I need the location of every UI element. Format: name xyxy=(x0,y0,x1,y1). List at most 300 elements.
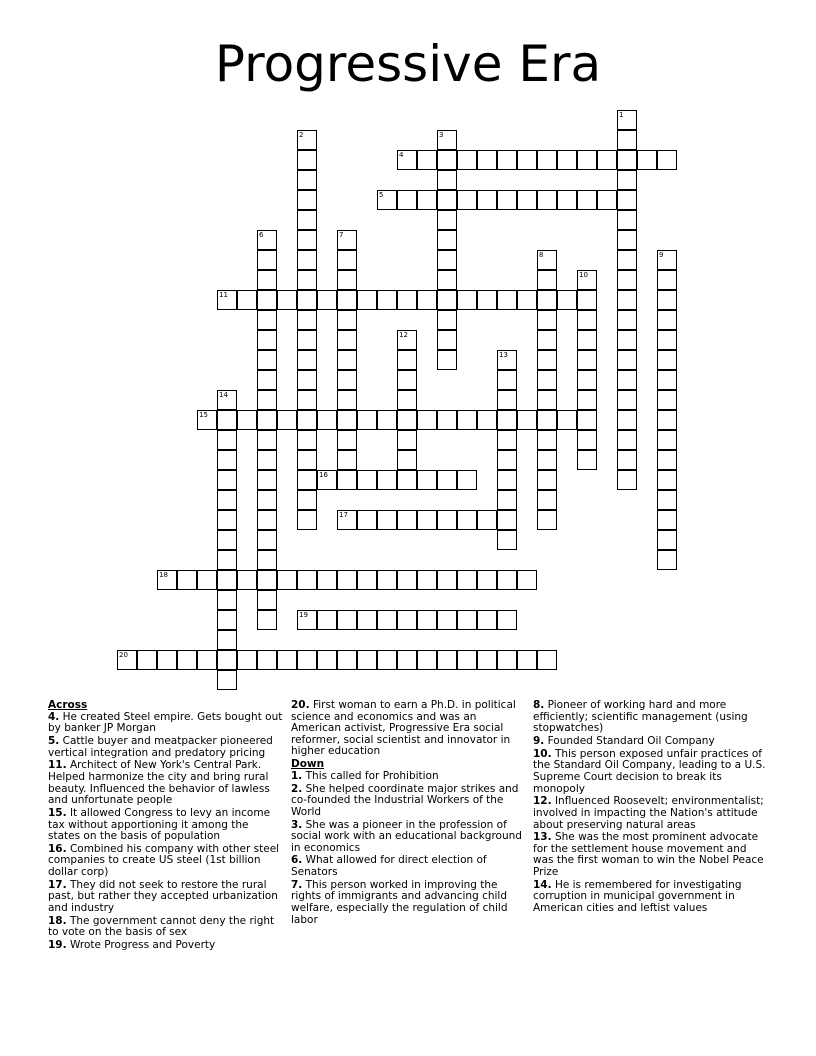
grid-cell[interactable] xyxy=(337,410,357,430)
grid-cell[interactable] xyxy=(157,650,177,670)
grid-cell[interactable] xyxy=(377,570,397,590)
clue-number-label: 8 xyxy=(539,251,544,259)
grid-cell[interactable] xyxy=(537,430,557,450)
down-heading: Down xyxy=(291,758,325,771)
grid-cell-13[interactable] xyxy=(497,350,517,370)
grid-cell[interactable] xyxy=(437,470,457,490)
grid-cell[interactable] xyxy=(337,370,357,390)
grid-cell[interactable] xyxy=(177,650,197,670)
grid-cell[interactable] xyxy=(457,470,477,490)
grid-cell[interactable] xyxy=(397,370,417,390)
grid-cell[interactable] xyxy=(657,470,677,490)
grid-cell[interactable] xyxy=(217,490,237,510)
clue-number: 13. xyxy=(533,831,552,844)
grid-cell[interactable] xyxy=(437,210,457,230)
grid-cell[interactable] xyxy=(437,170,457,190)
grid-cell[interactable] xyxy=(577,150,597,170)
grid-cell-12[interactable] xyxy=(397,330,417,350)
grid-cell[interactable] xyxy=(357,610,377,630)
grid-cell[interactable] xyxy=(577,450,597,470)
grid-cell[interactable] xyxy=(457,190,477,210)
grid-cell[interactable] xyxy=(617,310,637,330)
grid-cell[interactable] xyxy=(437,570,457,590)
grid-cell[interactable] xyxy=(637,150,657,170)
clue-number: 9. xyxy=(533,734,545,747)
grid-cell[interactable] xyxy=(617,370,637,390)
grid-cell[interactable] xyxy=(497,450,517,470)
grid-cell[interactable] xyxy=(237,650,257,670)
grid-cell[interactable] xyxy=(257,650,277,670)
grid-cell[interactable] xyxy=(617,130,637,150)
grid-cell[interactable] xyxy=(337,270,357,290)
grid-cell[interactable] xyxy=(377,410,397,430)
grid-cell[interactable] xyxy=(397,650,417,670)
grid-cell[interactable] xyxy=(437,150,457,170)
grid-cell[interactable] xyxy=(337,650,357,670)
grid-cell-14[interactable] xyxy=(217,390,237,410)
grid-cell[interactable] xyxy=(217,530,237,550)
grid-cell[interactable] xyxy=(457,570,477,590)
grid-cell[interactable] xyxy=(257,410,277,430)
grid-cell[interactable] xyxy=(397,410,417,430)
across-clue xyxy=(48,880,283,915)
clue-text: The government cannot deny the right to vote on the basis of sex xyxy=(48,914,275,939)
grid-cell[interactable] xyxy=(377,290,397,310)
grid-cell[interactable] xyxy=(297,450,317,470)
grid-cell[interactable] xyxy=(617,270,637,290)
clue-number-label: 6 xyxy=(259,231,264,239)
grid-cell[interactable] xyxy=(417,510,437,530)
grid-cell[interactable] xyxy=(297,570,317,590)
grid-cell[interactable] xyxy=(217,650,237,670)
grid-cell[interactable] xyxy=(597,150,617,170)
grid-cell[interactable] xyxy=(297,170,317,190)
grid-cell[interactable] xyxy=(457,290,477,310)
grid-cell[interactable] xyxy=(317,290,337,310)
grid-cell[interactable] xyxy=(577,410,597,430)
grid-cell[interactable] xyxy=(617,450,637,470)
grid-cell[interactable] xyxy=(497,490,517,510)
grid-cell[interactable] xyxy=(217,510,237,530)
grid-cell[interactable] xyxy=(497,150,517,170)
grid-cell[interactable] xyxy=(657,350,677,370)
grid-cell[interactable] xyxy=(577,190,597,210)
grid-cell[interactable] xyxy=(517,190,537,210)
grid-cell[interactable] xyxy=(537,350,557,370)
grid-cell[interactable] xyxy=(297,350,317,370)
grid-cell[interactable] xyxy=(577,330,597,350)
grid-cell[interactable] xyxy=(537,390,557,410)
grid-cell[interactable] xyxy=(537,650,557,670)
grid-cell[interactable] xyxy=(497,510,517,530)
grid-cell[interactable] xyxy=(297,330,317,350)
clue-number: 6. xyxy=(291,854,303,867)
grid-cell[interactable] xyxy=(297,650,317,670)
grid-cell[interactable] xyxy=(397,470,417,490)
grid-cell[interactable] xyxy=(497,430,517,450)
grid-cell[interactable] xyxy=(617,210,637,230)
grid-cell[interactable] xyxy=(437,510,457,530)
grid-cell[interactable] xyxy=(397,350,417,370)
grid-cell[interactable] xyxy=(297,410,317,430)
grid-cell[interactable] xyxy=(357,470,377,490)
grid-cell[interactable] xyxy=(437,410,457,430)
grid-cell[interactable] xyxy=(137,650,157,670)
grid-cell[interactable] xyxy=(297,470,317,490)
grid-cell[interactable] xyxy=(477,510,497,530)
across-heading: Across xyxy=(48,699,88,711)
clue-number-label: 7 xyxy=(339,231,344,239)
grid-cell[interactable] xyxy=(617,230,637,250)
grid-cell[interactable] xyxy=(237,570,257,590)
grid-cell[interactable] xyxy=(577,370,597,390)
grid-cell[interactable] xyxy=(417,650,437,670)
across-clue xyxy=(291,700,523,758)
grid-cell[interactable] xyxy=(557,150,577,170)
grid-cell[interactable] xyxy=(297,310,317,330)
grid-cell[interactable] xyxy=(517,150,537,170)
grid-cell-1[interactable] xyxy=(617,110,637,130)
grid-cell[interactable] xyxy=(597,190,617,210)
grid-cell[interactable] xyxy=(557,290,577,310)
grid-cell[interactable] xyxy=(417,190,437,210)
grid-cell[interactable] xyxy=(257,470,277,490)
grid-cell[interactable] xyxy=(657,550,677,570)
grid-cell[interactable] xyxy=(217,450,237,470)
grid-cell[interactable] xyxy=(477,410,497,430)
grid-cell[interactable] xyxy=(357,650,377,670)
grid-cell[interactable] xyxy=(437,650,457,670)
grid-cell[interactable] xyxy=(317,570,337,590)
grid-cell[interactable] xyxy=(297,270,317,290)
grid-cell[interactable] xyxy=(437,190,457,210)
grid-cell[interactable] xyxy=(657,310,677,330)
grid-cell[interactable] xyxy=(437,330,457,350)
grid-cell[interactable] xyxy=(497,390,517,410)
grid-cell[interactable] xyxy=(497,570,517,590)
puzzle-title: Progressive Era xyxy=(214,35,602,93)
grid-cell[interactable] xyxy=(657,410,677,430)
grid-cell[interactable] xyxy=(337,470,357,490)
grid-cell[interactable] xyxy=(297,370,317,390)
grid-cell[interactable] xyxy=(577,290,597,310)
grid-cell[interactable] xyxy=(617,410,637,430)
grid-cell[interactable] xyxy=(217,430,237,450)
clue-number-label: 9 xyxy=(659,251,664,259)
grid-cell[interactable] xyxy=(297,290,317,310)
grid-cell[interactable] xyxy=(537,410,557,430)
grid-cell[interactable] xyxy=(437,310,457,330)
grid-cell[interactable] xyxy=(617,250,637,270)
grid-cell[interactable] xyxy=(357,410,377,430)
across-clue xyxy=(48,916,283,939)
grid-cell[interactable] xyxy=(457,410,477,430)
grid-cell[interactable] xyxy=(397,290,417,310)
grid-cell[interactable] xyxy=(377,610,397,630)
grid-cell[interactable] xyxy=(257,250,277,270)
grid-cell[interactable] xyxy=(217,670,237,690)
grid-cell[interactable] xyxy=(497,470,517,490)
across-clue xyxy=(48,808,283,843)
grid-cell[interactable] xyxy=(217,570,237,590)
grid-cell[interactable] xyxy=(617,350,637,370)
grid-cell[interactable] xyxy=(497,190,517,210)
grid-cell[interactable] xyxy=(257,490,277,510)
grid-cell-11[interactable] xyxy=(217,290,237,310)
grid-cell[interactable] xyxy=(257,590,277,610)
grid-cell[interactable] xyxy=(617,330,637,350)
grid-cell[interactable] xyxy=(477,610,497,630)
grid-cell[interactable] xyxy=(257,510,277,530)
grid-cell[interactable] xyxy=(477,650,497,670)
grid-cell-18[interactable] xyxy=(157,570,177,590)
grid-cell[interactable] xyxy=(257,570,277,590)
grid-cell-7[interactable] xyxy=(337,230,357,250)
grid-cell[interactable] xyxy=(477,190,497,210)
grid-cell[interactable] xyxy=(337,310,357,330)
grid-cell-4[interactable] xyxy=(397,150,417,170)
grid-cell[interactable] xyxy=(417,290,437,310)
grid-cell[interactable] xyxy=(217,470,237,490)
grid-cell[interactable] xyxy=(257,610,277,630)
grid-cell[interactable] xyxy=(337,570,357,590)
grid-cell[interactable] xyxy=(477,290,497,310)
grid-cell[interactable] xyxy=(377,650,397,670)
grid-cell-17[interactable] xyxy=(337,510,357,530)
grid-cell[interactable] xyxy=(377,510,397,530)
clue-text: This person exposed unfair practices of the Standard Oil Company, leading to a U.S. Supreme Court decision to break its monopoly xyxy=(533,747,766,795)
grid-cell[interactable] xyxy=(657,510,677,530)
grid-cell[interactable] xyxy=(497,650,517,670)
grid-cell[interactable] xyxy=(537,370,557,390)
grid-cell[interactable] xyxy=(537,270,557,290)
grid-cell[interactable] xyxy=(457,510,477,530)
grid-cell[interactable] xyxy=(397,430,417,450)
grid-cell[interactable] xyxy=(337,330,357,350)
grid-cell[interactable] xyxy=(417,150,437,170)
grid-cell[interactable] xyxy=(217,610,237,630)
grid-cell[interactable] xyxy=(577,310,597,330)
grid-cell[interactable] xyxy=(297,150,317,170)
grid-cell[interactable] xyxy=(497,530,517,550)
grid-cell[interactable] xyxy=(577,390,597,410)
grid-cell[interactable] xyxy=(337,610,357,630)
grid-cell[interactable] xyxy=(657,390,677,410)
grid-cell[interactable] xyxy=(477,570,497,590)
grid-cell[interactable] xyxy=(537,310,557,330)
grid-cell[interactable] xyxy=(337,250,357,270)
grid-cell[interactable] xyxy=(657,430,677,450)
grid-cell[interactable] xyxy=(437,610,457,630)
grid-cell[interactable] xyxy=(297,250,317,270)
grid-cell-6[interactable] xyxy=(257,230,277,250)
grid-cell[interactable] xyxy=(257,350,277,370)
grid-cell[interactable] xyxy=(337,390,357,410)
grid-cell[interactable] xyxy=(517,570,537,590)
grid-cell[interactable] xyxy=(257,450,277,470)
grid-cell[interactable] xyxy=(397,390,417,410)
grid-cell[interactable] xyxy=(617,190,637,210)
grid-cell[interactable] xyxy=(297,510,317,530)
grid-cell[interactable] xyxy=(417,410,437,430)
clue-number: 16. xyxy=(48,842,67,855)
grid-cell[interactable] xyxy=(437,230,457,250)
grid-cell[interactable] xyxy=(657,370,677,390)
grid-cell[interactable] xyxy=(357,510,377,530)
grid-cell[interactable] xyxy=(497,610,517,630)
grid-cell[interactable] xyxy=(257,330,277,350)
grid-cell[interactable] xyxy=(297,210,317,230)
grid-cell[interactable] xyxy=(537,190,557,210)
clue-number-label: 5 xyxy=(379,191,384,199)
grid-cell[interactable] xyxy=(337,290,357,310)
grid-cell[interactable] xyxy=(397,510,417,530)
clue-text: Founded Standard Oil Company xyxy=(544,734,715,747)
clue-text: Influenced Roosevelt; environmentalist; involved in impacting the Nation's attitude about preserving natural areas xyxy=(533,795,764,831)
grid-cell[interactable] xyxy=(277,410,297,430)
grid-cell[interactable] xyxy=(357,570,377,590)
grid-cell[interactable] xyxy=(297,230,317,250)
grid-cell[interactable] xyxy=(537,470,557,490)
grid-cell[interactable] xyxy=(397,570,417,590)
grid-cell[interactable] xyxy=(237,290,257,310)
grid-cell[interactable] xyxy=(537,290,557,310)
grid-cell[interactable] xyxy=(177,570,197,590)
grid-cell[interactable] xyxy=(217,550,237,570)
grid-cell[interactable] xyxy=(657,490,677,510)
grid-cell[interactable] xyxy=(457,650,477,670)
grid-cell[interactable] xyxy=(437,270,457,290)
clue-text: Pioneer of working hard and more efficiently; scientific management (using stopwatches) xyxy=(533,699,748,735)
grid-cell[interactable] xyxy=(537,510,557,530)
grid-cell[interactable] xyxy=(657,450,677,470)
grid-cell[interactable] xyxy=(657,530,677,550)
grid-cell[interactable] xyxy=(257,370,277,390)
grid-cell[interactable] xyxy=(537,450,557,470)
grid-cell[interactable] xyxy=(257,550,277,570)
grid-cell-8[interactable] xyxy=(537,250,557,270)
grid-cell[interactable] xyxy=(617,390,637,410)
grid-cell[interactable] xyxy=(417,470,437,490)
grid-cell[interactable] xyxy=(617,170,637,190)
grid-cell-16[interactable] xyxy=(317,470,337,490)
clue-number-label: 4 xyxy=(399,151,404,159)
grid-cell[interactable] xyxy=(277,650,297,670)
grid-cell[interactable] xyxy=(297,490,317,510)
grid-cell-15[interactable] xyxy=(197,410,217,430)
grid-cell[interactable] xyxy=(217,590,237,610)
grid-cell[interactable] xyxy=(657,330,677,350)
across-clue xyxy=(48,736,283,759)
grid-cell[interactable] xyxy=(497,370,517,390)
grid-cell[interactable] xyxy=(337,350,357,370)
grid-cell[interactable] xyxy=(257,430,277,450)
clue-number: 15. xyxy=(48,806,67,819)
grid-cell[interactable] xyxy=(557,410,577,430)
grid-cell[interactable] xyxy=(217,630,237,650)
grid-cell[interactable] xyxy=(617,150,637,170)
grid-cell[interactable] xyxy=(657,290,677,310)
grid-cell[interactable] xyxy=(397,450,417,470)
grid-cell[interactable] xyxy=(217,410,237,430)
grid-cell-3[interactable] xyxy=(437,130,457,150)
grid-cell-20[interactable] xyxy=(117,650,137,670)
grid-cell[interactable] xyxy=(557,190,577,210)
clues-column-3 xyxy=(533,700,768,916)
clue-number: 7. xyxy=(291,878,303,891)
clues-column-1 xyxy=(48,700,283,953)
grid-cell-9[interactable] xyxy=(657,250,677,270)
grid-cell[interactable] xyxy=(497,410,517,430)
grid-cell[interactable] xyxy=(357,290,377,310)
grid-cell[interactable] xyxy=(317,610,337,630)
grid-cell[interactable] xyxy=(257,530,277,550)
grid-cell[interactable] xyxy=(457,610,477,630)
grid-cell[interactable] xyxy=(517,410,537,430)
grid-cell[interactable] xyxy=(577,350,597,370)
grid-cell[interactable] xyxy=(577,430,597,450)
grid-cell-2[interactable] xyxy=(297,130,317,150)
grid-cell[interactable] xyxy=(617,290,637,310)
grid-cell[interactable] xyxy=(537,330,557,350)
clue-number-label: 15 xyxy=(199,411,208,419)
grid-cell[interactable] xyxy=(417,610,437,630)
grid-cell[interactable] xyxy=(657,150,677,170)
grid-cell[interactable] xyxy=(317,650,337,670)
grid-cell[interactable] xyxy=(257,310,277,330)
grid-cell[interactable] xyxy=(297,190,317,210)
grid-cell[interactable] xyxy=(237,410,257,430)
clues-column-2 xyxy=(291,700,523,927)
clue-text: They did not seek to restore the rural past, but rather they accepted urbanization and industry xyxy=(48,878,278,915)
grid-cell[interactable] xyxy=(297,390,317,410)
grid-cell[interactable] xyxy=(457,150,477,170)
grid-cell-10[interactable] xyxy=(577,270,597,290)
down-clue xyxy=(533,749,768,795)
down-clue xyxy=(291,855,523,878)
grid-cell[interactable] xyxy=(417,570,437,590)
grid-cell[interactable] xyxy=(257,390,277,410)
grid-cell[interactable] xyxy=(517,290,537,310)
grid-cell[interactable] xyxy=(537,150,557,170)
grid-cell[interactable] xyxy=(257,290,277,310)
grid-cell[interactable] xyxy=(197,650,217,670)
grid-cell[interactable] xyxy=(397,190,417,210)
grid-cell[interactable] xyxy=(337,430,357,450)
grid-cell[interactable] xyxy=(437,290,457,310)
grid-cell[interactable] xyxy=(477,150,497,170)
grid-cell[interactable] xyxy=(377,470,397,490)
grid-cell[interactable] xyxy=(277,290,297,310)
grid-cell[interactable] xyxy=(517,650,537,670)
grid-cell[interactable] xyxy=(437,350,457,370)
grid-cell[interactable] xyxy=(317,410,337,430)
grid-cell[interactable] xyxy=(617,470,637,490)
grid-cell[interactable] xyxy=(297,430,317,450)
grid-cell[interactable] xyxy=(397,610,417,630)
grid-cell[interactable] xyxy=(497,290,517,310)
grid-cell-19[interactable] xyxy=(297,610,317,630)
grid-cell[interactable] xyxy=(657,270,677,290)
grid-cell[interactable] xyxy=(337,450,357,470)
grid-cell[interactable] xyxy=(617,430,637,450)
grid-cell[interactable] xyxy=(437,250,457,270)
grid-cell[interactable] xyxy=(537,490,557,510)
grid-cell[interactable] xyxy=(257,270,277,290)
grid-cell[interactable] xyxy=(277,570,297,590)
grid-cell-5[interactable] xyxy=(377,190,397,210)
grid-cell[interactable] xyxy=(197,570,217,590)
